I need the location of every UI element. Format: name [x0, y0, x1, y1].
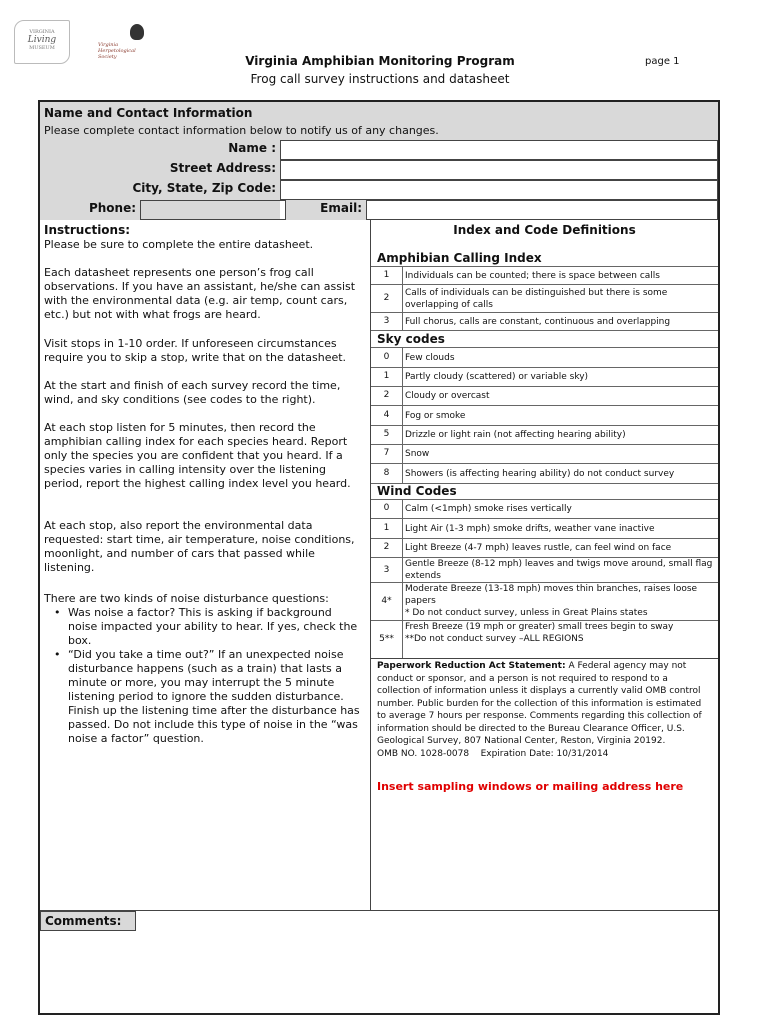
- instructions-p1: Please be sure to complete the entire datasheet.: [44, 238, 314, 251]
- instructions-column: [40, 220, 370, 910]
- comments-label-cell: [40, 911, 136, 931]
- name-field[interactable]: [280, 140, 718, 160]
- sky-codes-table: [371, 347, 718, 483]
- table-row: 2 Cloudy or overcast: [371, 387, 718, 406]
- table-row: 7 Snow: [371, 445, 718, 464]
- calling-index-table: [371, 266, 718, 330]
- paperwork-statement: [377, 660, 713, 760]
- table-row: 5** Fresh Breeze (19 mph or greater) small trees begin to sway **Do not conduct survey –ALL REGIONS: [379, 622, 674, 644]
- table-row: 2 Calls of individuals can be distinguished but there is some overlapping of calls: [371, 285, 718, 313]
- instructions-bullet-1: Was noise a factor? This is asking if background noise impacted your ability to hear. If yes, check the box.: [68, 606, 358, 647]
- instructions-p4: At the start and finish of each survey record the time, wind, and sky conditions (see codes to the right).: [44, 379, 341, 406]
- bullet-dot: •: [54, 606, 61, 619]
- codes-column: [370, 220, 718, 910]
- comments-label: Comments:: [45, 914, 122, 928]
- instructions-p6: At each stop, also report the environmental data requested: start time, air temperature, noise conditions, moonlight, and number of cars that passed while listening.: [44, 519, 355, 574]
- codes-heading: Index and Code Definitions: [453, 223, 636, 237]
- instructions-p5: At each stop listen for 5 minutes, then record the amphibian calling index for each species heard. Report only the species you are confident that you heard. If a species varies in calling intensity over the listening period, report the highest calling index level you heard.: [44, 421, 351, 490]
- bullet-dot: •: [54, 648, 61, 661]
- table-row: 1 Partly cloudy (scattered) or variable sky): [371, 368, 718, 387]
- table-row: 3 Full chorus, calls are constant, continuous and overlapping: [371, 313, 718, 331]
- street-field[interactable]: [280, 160, 718, 180]
- page-number: page 1: [645, 56, 680, 67]
- name-label: Name :: [228, 141, 276, 155]
- phone-label: Phone:: [88, 201, 136, 215]
- city-field[interactable]: [280, 180, 718, 200]
- comments-field[interactable]: [40, 932, 718, 1012]
- instructions-p3: Visit stops in 1-10 order. If unforeseen circumstances require you to skip a stop, write that on the datasheet.: [44, 337, 347, 364]
- logo-line-2: Living: [27, 35, 57, 45]
- table-row: 0 Few clouds: [371, 348, 718, 368]
- virginia-living-museum-logo: [14, 20, 70, 64]
- city-label: City, State, Zip Code:: [132, 181, 276, 195]
- phone-field[interactable]: [140, 200, 286, 220]
- frog-emblem-icon: [130, 24, 144, 40]
- paperwork-heading: Paperwork Reduction Act Statement:: [377, 661, 566, 671]
- table-row: 4* Moderate Breeze (13-18 mph) moves thin branches, raises loose papers * Do not conduct survey, unless in Great Plains states: [371, 583, 718, 621]
- table-row: 0 Calm (<1mph) smoke rises vertically: [371, 500, 718, 519]
- street-label: Street Address:: [169, 161, 276, 175]
- instructions-p7: There are two kinds of noise disturbance questions:: [44, 592, 329, 605]
- calling-index-heading: Amphibian Calling Index: [377, 251, 542, 265]
- email-label: Email:: [320, 201, 362, 215]
- contact-header: [40, 102, 718, 140]
- wind-codes-heading: Wind Codes: [377, 484, 457, 498]
- logo-line-1: VIRGINIA: [29, 29, 55, 35]
- logo-line-3: MUSEUM: [29, 45, 55, 51]
- page-subtitle: Frog call survey instructions and datasheet: [250, 72, 510, 86]
- logo2-line-2: Herpetological: [98, 48, 136, 54]
- sky-codes-heading: Sky codes: [377, 332, 445, 346]
- expiration-date: Expiration Date: 10/31/2014: [480, 748, 609, 759]
- instructions-bullet-2: “Did you take a time out?” If an unexpected noise disturbance happens (such as a train) that lasts a minute or more, you may interrupt the 5 minute listening period to ignore the sudden disturbance. Finish up the listening time after the disturbance has passed. Do not include this type of noise in the “was noise a factor” question.: [68, 648, 360, 745]
- table-row: 1 Individuals can be counted; there is space between calls: [371, 267, 718, 285]
- table-row: 5 Drizzle or light rain (not affecting hearing ability): [371, 426, 718, 445]
- table-row: 1 Light Air (1-3 mph) smoke drifts, weather vane inactive: [371, 519, 718, 539]
- paperwork-divider: [371, 658, 718, 659]
- table-row: 3 Gentle Breeze (8-12 mph) leaves and twigs move around, small flag extends: [371, 558, 718, 583]
- table-row: 8 Showers (is affecting hearing ability) do not conduct survey: [371, 464, 718, 484]
- comments-divider: [40, 910, 718, 911]
- contact-note: Please complete contact information below to notify us of any changes.: [44, 124, 439, 137]
- herpetological-society-logo: [92, 28, 160, 66]
- contact-heading: Name and Contact Information: [44, 106, 253, 120]
- page-title: Virginia Amphibian Monitoring Program: [245, 54, 515, 68]
- instructions-p2: Each datasheet represents one person’s frog call observations. If you have an assistant, he/she can assist with the environmental data (e.g. air temp, count cars, etc.) but not with what frogs are heard.: [44, 266, 356, 321]
- email-field[interactable]: [366, 200, 718, 220]
- instructions-heading: Instructions:: [44, 223, 131, 237]
- paperwork-text: A Federal agency may not conduct or sponsor, and a person is not required to respond to a collection of information unless it displays a currently valid OMB control number. Public burden for the collection of this information is estimated to average 7 hours per response. Comments regarding this collection of information should be directed to the Bureau Clearance Officer, U.S. Geological Survey, 807 National Center, Reston, Virginia 20192.: [377, 661, 702, 746]
- insert-sampling-note: Insert sampling windows or mailing address here: [377, 780, 684, 793]
- wind-codes-table: [371, 499, 718, 658]
- logo2-line-3: Society: [98, 54, 117, 60]
- omb-number: OMB NO. 1028-0078: [377, 748, 470, 759]
- table-row: 4 Fog or smoke: [371, 406, 718, 426]
- logo2-line-1: Virginia: [98, 42, 119, 48]
- table-row: 2 Light Breeze (4-7 mph) leaves rustle, can feel wind on face: [371, 539, 718, 558]
